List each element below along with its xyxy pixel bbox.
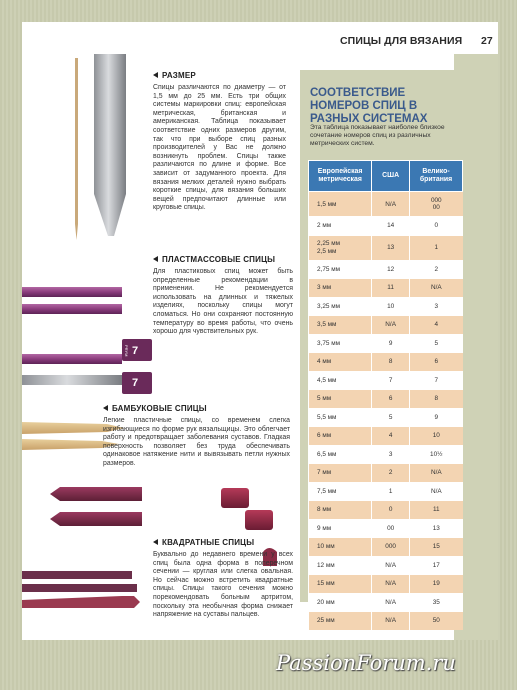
cell-us: N/A [372,316,410,335]
cell-uk: 000 00 [410,192,463,217]
cell-uk: 1 [410,235,463,260]
triangle-marker-icon [153,539,158,545]
cell-us: 6 [372,390,410,409]
cell-us: 9 [372,334,410,353]
col-header-eu: Европейская метрическая [309,161,372,192]
page-number: 27 [481,35,493,47]
cell-eu: 7 мм [309,464,372,483]
cell-eu: 9 мм [309,519,372,538]
cell-eu: 3,5 мм [309,316,372,335]
cell-uk: 9 [410,408,463,427]
cell-us: 11 [372,279,410,298]
table-row [309,427,463,446]
needle-label-2: 7 [132,377,139,389]
table-row [309,371,463,390]
cell-uk: 0 [410,217,463,236]
table-row [309,217,463,236]
square-needle-2 [22,584,137,592]
table-row [309,593,463,612]
cell-us: N/A [372,556,410,575]
cell-uk: 3 [410,297,463,316]
cell-us: 7 [372,371,410,390]
long-needle-head-2 [245,510,273,530]
needle-brand-1: PRYM [124,345,129,357]
cell-uk: 7 [410,371,463,390]
long-needle-1 [50,487,142,501]
cell-eu: 5,5 мм [309,408,372,427]
cell-eu: 10 мм [309,538,372,557]
cell-uk: N/A [410,279,463,298]
cell-uk: 17 [410,556,463,575]
cell-uk: 15 [410,538,463,557]
cell-us: 13 [372,235,410,260]
triangle-marker-icon [103,405,108,411]
cell-eu: 12 мм [309,556,372,575]
cell-eu: 4 мм [309,353,372,372]
cell-uk: 10 [410,427,463,446]
cell-uk: N/A [410,482,463,501]
table-row [309,316,463,335]
cell-uk: 10½ [410,445,463,464]
cell-us: 3 [372,445,410,464]
section-bamboo [103,404,290,469]
table-row [309,556,463,575]
section-body: Спицы различаются по диаметру — от 1,5 мм до 25 мм. Есть три общих системы маркировки спиц: европейская метрическая, британская и американская. Таблица показывает соответствие одних размеров другим, так что при выборе спиц разных производителей у Вас не должно возникнуть проблем. Спицы также различаются по длине и форме. Все зависит от задуманного проекта. Для вязания мелких деталей нужно выбрать короткие спицы, для вязания больших вещей предпочитают длинные или круговые спицы. [153,84,286,212]
cell-us: N/A [372,192,410,217]
table-title: СООТВЕТСТВИЕ НОМЕРОВ СПИЦ В РАЗНЫХ СИСТЕМАХ [310,87,428,125]
table-row [309,235,463,260]
cell-eu: 1,5 мм [309,192,372,217]
cell-eu: 8 мм [309,501,372,520]
thin-bamboo-needle [75,58,78,240]
cell-us: 10 [372,297,410,316]
section-plastic [153,255,293,337]
section-size [153,71,286,213]
table-row [309,192,463,217]
plastic-needle-1 [22,287,122,297]
section-body: Буквально до недавнего времени у всех спиц была одна форма в поперечном сечении — круглая или слегка овальная. Но сейчас можно встретить квадратные спицы. Спицы такого сечения можно порекомендовать больным артритом, поскольку эта необычная форма снижает напряжение на суставы пальцев. [153,551,293,619]
cell-uk: 13 [410,519,463,538]
triangle-marker-icon [153,72,158,78]
table-row [309,334,463,353]
square-needle-3 [22,596,140,608]
cell-eu: 7,5 мм [309,482,372,501]
table-row [309,482,463,501]
cell-us: N/A [372,593,410,612]
cell-uk: 8 [410,390,463,409]
table-row [309,464,463,483]
needle-label-group [122,339,152,399]
cell-eu: 2,75 мм [309,260,372,279]
table-subtitle: Эта таблица показывает наиболее близкое сочетание номеров спиц из различных метрических систем. [310,124,445,148]
table-row [309,501,463,520]
square-needle-1 [22,571,132,579]
table-header-row [309,161,463,192]
section-square [153,538,293,620]
table-row [309,353,463,372]
cell-eu: 25 мм [309,612,372,630]
cell-uk: 19 [410,575,463,594]
table-row [309,408,463,427]
section-title: БАМБУКОВЫЕ СПИЦЫ [112,404,207,413]
col-header-uk: Велико-британия [410,161,463,192]
cell-us: 14 [372,217,410,236]
cell-us: 5 [372,408,410,427]
cell-us: 8 [372,353,410,372]
table-row [309,297,463,316]
cell-us: 1 [372,482,410,501]
table-row [309,612,463,630]
long-needle-head-1 [221,488,249,508]
cell-eu: 3 мм [309,279,372,298]
table-row [309,538,463,557]
cell-uk: 2 [410,260,463,279]
table-row [309,279,463,298]
cell-uk: 6 [410,353,463,372]
section-title: КВАДРАТНЫЕ СПИЦЫ [162,538,255,547]
cell-us: 12 [372,260,410,279]
cell-us: 0 [372,501,410,520]
section-body: Легкие пластичные спицы, со временем слегка изгибающиеся по форме рук вязальщицы. Это облегчает работу и предотвращает заболевания суставов. Гладкая поверхность позволяет без труда обеспечивать одинаковое натяжение нити и вывязывать петли нужных размеров. [103,417,290,467]
cell-us: N/A [372,612,410,630]
cell-uk: 5 [410,334,463,353]
cell-eu: 2,25 мм 2,5 мм [309,235,372,260]
page-header [22,22,498,54]
table-row [309,445,463,464]
cell-uk: N/A [410,464,463,483]
table-body [309,192,463,630]
cell-us: 000 [372,538,410,557]
metal-needle [94,54,126,236]
section-title: РАЗМЕР [162,71,196,80]
cell-us: 4 [372,427,410,446]
cell-uk: 50 [410,612,463,630]
cell-eu: 4,5 мм [309,371,372,390]
needle-size-table [308,160,463,630]
watermark: PassionForum.ru [276,651,456,675]
cell-us: 2 [372,464,410,483]
cell-eu: 6,5 мм [309,445,372,464]
plastic-needle-2 [22,354,122,364]
table-row [309,519,463,538]
section-body: Для пластиковых спиц может быть определенные рекомендации в применении. Не рекомендуется использовать на длинных и тяжелых изделиях, поскольку спицы могут сломаться. Но они сохраняют постоянную температуру во время работы, что очень хорошо для чувствительных рук. [153,268,293,336]
cell-uk: 4 [410,316,463,335]
cell-uk: 11 [410,501,463,520]
header-title: СПИЦЫ ДЛЯ ВЯЗАНИЯ [340,35,463,47]
cell-eu: 3,75 мм [309,334,372,353]
col-header-us: США [372,161,410,192]
triangle-marker-icon [153,256,158,262]
table-row [309,390,463,409]
cell-eu: 5 мм [309,390,372,409]
cell-eu: 3,25 мм [309,297,372,316]
table-row [309,575,463,594]
cell-eu: 2 мм [309,217,372,236]
table-row [309,260,463,279]
cell-uk: 35 [410,593,463,612]
section-title: ПЛАСТМАССОВЫЕ СПИЦЫ [162,255,276,264]
cell-eu: 15 мм [309,575,372,594]
long-needle-2 [50,512,142,526]
cell-us: 00 [372,519,410,538]
cell-eu: 20 мм [309,593,372,612]
cell-eu: 6 мм [309,427,372,446]
cell-us: N/A [372,575,410,594]
needle-label-1: 7 [132,345,139,357]
